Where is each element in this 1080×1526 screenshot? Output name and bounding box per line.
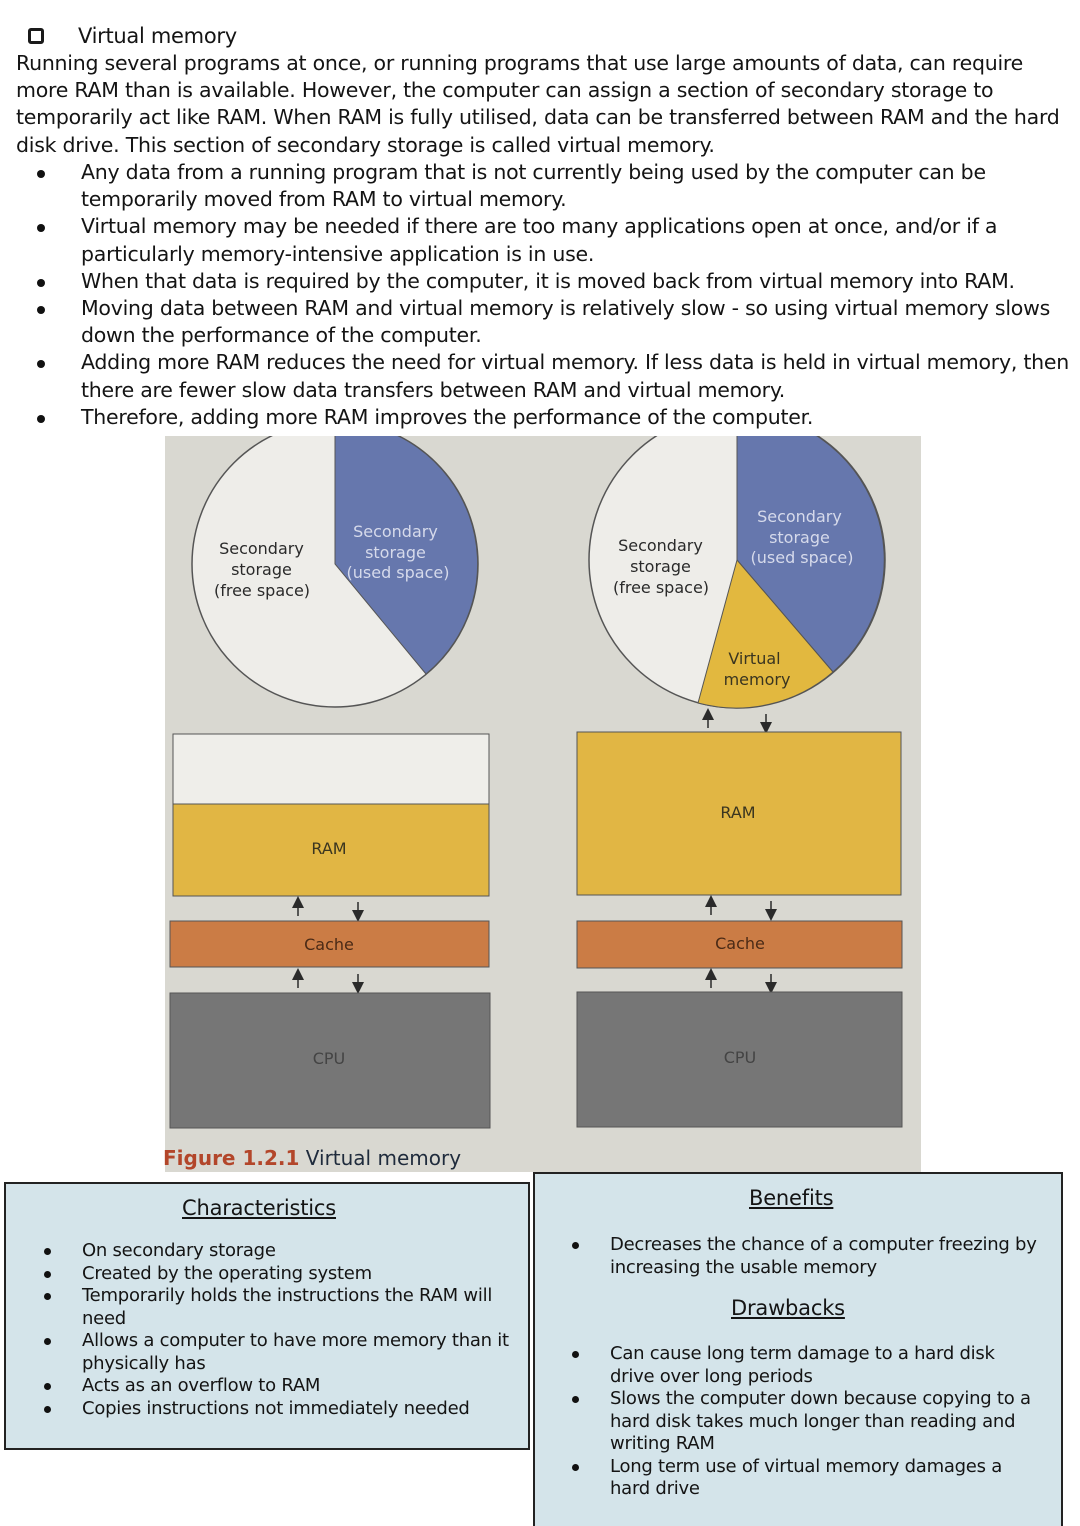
right-free-label: Secondary storage (free space) (612, 536, 710, 597)
list-item: Allows a computer to have more memory than it physically has (82, 1330, 522, 1375)
figure-number: Figure 1.2.1 (163, 1146, 300, 1170)
left-diagram (170, 436, 490, 1128)
intro-paragraph: Running several programs at once, or running programs that use large amounts of data, can require more RAM than is available. However, the computer can assign a section of secondary storage to temporarily act like RAM. When RAM is fully utilised, data can be transferred between RAM and the hard disk drive. This section of secondary storage is called virtual memory. (16, 51, 1060, 157)
left-free-label: Secondary storage (free space) (213, 539, 311, 600)
bullet-list (0, 159, 1070, 431)
figure-caption-text: Virtual memory (305, 1146, 462, 1170)
right-used-label: Secondary storage (used space) (750, 507, 854, 567)
right-ram-label: RAM (720, 803, 756, 822)
checkbox-icon (28, 28, 44, 44)
right-virtual-label: Virtual memory (723, 649, 791, 689)
page-title: Virtual memory (78, 24, 237, 48)
list-item: Decreases the chance of a computer freezing by increasing the usable memory (610, 1234, 1040, 1279)
bullet-item: When that data is required by the computer, it is moved back from virtual memory into RAM. (0, 268, 1070, 295)
left-used-label: Secondary storage (used space) (346, 522, 450, 582)
virtual-memory-figure (165, 436, 921, 1172)
list-item: Can cause long term damage to a hard disk drive over long periods (610, 1343, 1040, 1388)
list-item: Slows the computer down because copying to a hard disk takes much longer than reading and writing RAM (610, 1388, 1040, 1456)
left-cpu-label: CPU (312, 1049, 346, 1068)
bullet-item: Any data from a running program that is not currently being used by the computer can be temporarily moved from RAM to virtual memory. (0, 159, 1070, 213)
benefits-drawbacks-panel (533, 1172, 1063, 1526)
characteristics-title: Characteristics (182, 1196, 337, 1220)
bullet-item: Virtual memory may be needed if there are too many applications open at once, and/or if a particularly memory-intensive application is in use. (0, 213, 1070, 267)
drawbacks-title: Drawbacks (731, 1296, 845, 1320)
figure-caption (163, 1146, 461, 1170)
right-cpu-label: CPU (723, 1048, 757, 1067)
bullet-item: Moving data between RAM and virtual memory is relatively slow - so using virtual memory slows down the performance of the computer. (0, 295, 1070, 349)
characteristics-list (82, 1240, 522, 1420)
benefits-list (610, 1234, 1040, 1279)
list-item: Copies instructions not immediately needed (82, 1398, 522, 1421)
list-item: On secondary storage (82, 1240, 522, 1263)
characteristics-panel (4, 1182, 530, 1450)
list-item: Temporarily holds the instructions the RAM will need (82, 1285, 522, 1330)
drawbacks-list (610, 1343, 1040, 1501)
bullet-item: Adding more RAM reduces the need for virtual memory. If less data is held in virtual memory, then there are fewer slow data transfers between RAM and virtual memory. (0, 349, 1070, 403)
right-diagram (577, 436, 902, 1127)
left-ram-label: RAM (311, 839, 347, 858)
left-ram-empty (173, 734, 489, 804)
left-cache-label: Cache (304, 935, 354, 954)
list-item: Acts as an overflow to RAM (82, 1375, 522, 1398)
heading-row (28, 22, 237, 50)
list-item: Created by the operating system (82, 1263, 522, 1286)
right-cache-label: Cache (715, 934, 765, 953)
bullet-item: Therefore, adding more RAM improves the performance of the computer. (0, 404, 1070, 431)
list-item: Long term use of virtual memory damages a hard drive (610, 1456, 1040, 1501)
benefits-title: Benefits (749, 1186, 834, 1210)
